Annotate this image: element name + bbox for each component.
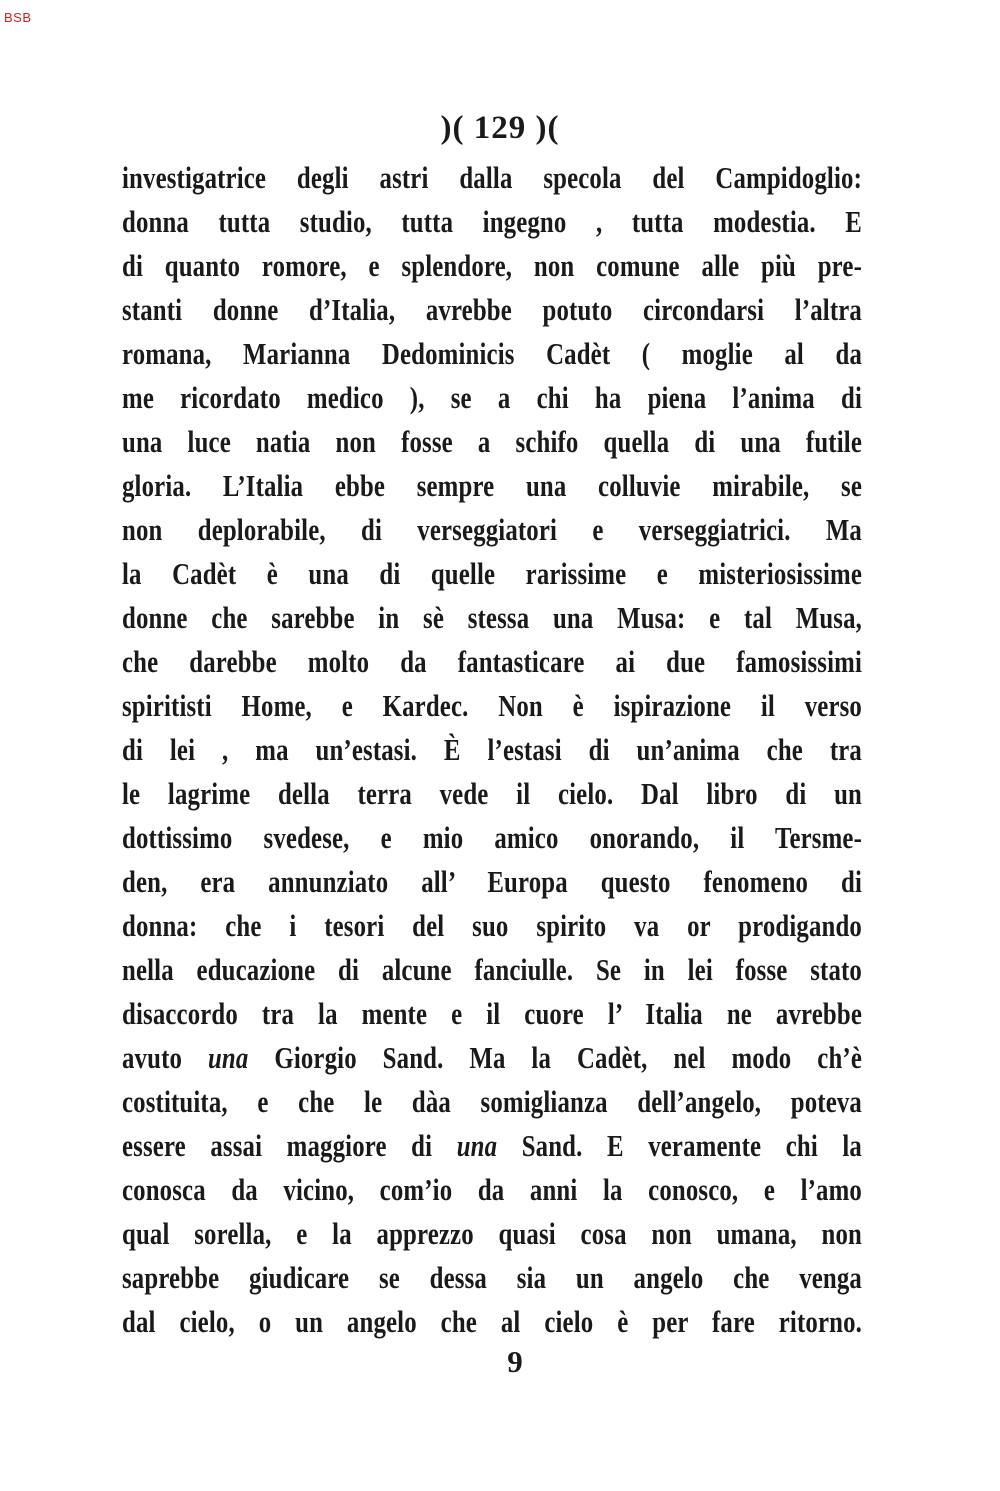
text-line: che darebbe molto da fantasticare ai due famosissimi xyxy=(122,644,862,679)
text-line: essere assai maggiore di una Sand. E veramente chi la xyxy=(122,1128,862,1163)
text-line: le lagrime della terra vede il cielo. Dal libro di un xyxy=(122,776,862,811)
text-line: spiritisti Home, e Kardec. Non è ispirazione il verso xyxy=(122,688,862,723)
text-line: costituita, e che le dàa somiglianza dell’angelo, poteva xyxy=(122,1084,862,1119)
text-line: dottissimo svedese, e mio amico onorando, il Tersme- xyxy=(122,820,862,855)
library-watermark: BSB xyxy=(4,10,32,25)
text-line: me ricordato medico ), se a chi ha piena l’anima di xyxy=(122,380,862,415)
text-line: di lei , ma un’estasi. È l’estasi di un’anima che tra xyxy=(122,732,862,767)
text-line: conosca da vicino, com’io da anni la conosco, e l’amo xyxy=(122,1172,862,1207)
text-line: investigatrice degli astri dalla specola del Campidoglio: xyxy=(122,160,862,195)
text-line: la Cadèt è una di quelle rarissime e misteriosissime xyxy=(122,556,862,591)
page-number-header: )( 129 )( xyxy=(440,110,560,146)
text-line: romana, Marianna Dedominicis Cadèt ( moglie al da xyxy=(122,336,862,371)
text-line: nella educazione di alcune fanciulle. Se in lei fosse stato xyxy=(122,952,862,987)
text-line: donna tutta studio, tutta ingegno , tutta modestia. E xyxy=(122,204,862,239)
text-line: saprebbe giudicare se dessa sia un angelo che venga xyxy=(122,1260,862,1295)
text-line: gloria. L’Italia ebbe sempre una colluvie mirabile, se xyxy=(122,468,862,503)
text-line: una luce natia non fosse a schifo quella di una futile xyxy=(122,424,862,459)
text-line: den, era annunziato all’ Europa questo fenomeno di xyxy=(122,864,862,899)
signature-mark: 9 xyxy=(507,1344,523,1379)
text-line: avuto una Giorgio Sand. Ma la Cadèt, nel modo ch’è xyxy=(122,1040,862,1075)
page-body-text xyxy=(122,156,862,1344)
text-line: donna: che i tesori del suo spirito va or prodigando xyxy=(122,908,862,943)
text-line: dal cielo, o un angelo che al cielo è per fare ritorno. xyxy=(122,1304,862,1339)
text-line: qual sorella, e la apprezzo quasi cosa non umana, non xyxy=(122,1216,862,1251)
text-line: di quanto romore, e splendore, non comune alle più pre- xyxy=(122,248,862,283)
text-line: non deplorabile, di verseggiatori e verseggiatrici. Ma xyxy=(122,512,862,547)
text-line: donne che sarebbe in sè stessa una Musa: e tal Musa, xyxy=(122,600,862,635)
text-line: disaccordo tra la mente e il cuore l’ Italia ne avrebbe xyxy=(122,996,862,1031)
text-line: stanti donne d’Italia, avrebbe potuto circondarsi l’altra xyxy=(122,292,862,327)
